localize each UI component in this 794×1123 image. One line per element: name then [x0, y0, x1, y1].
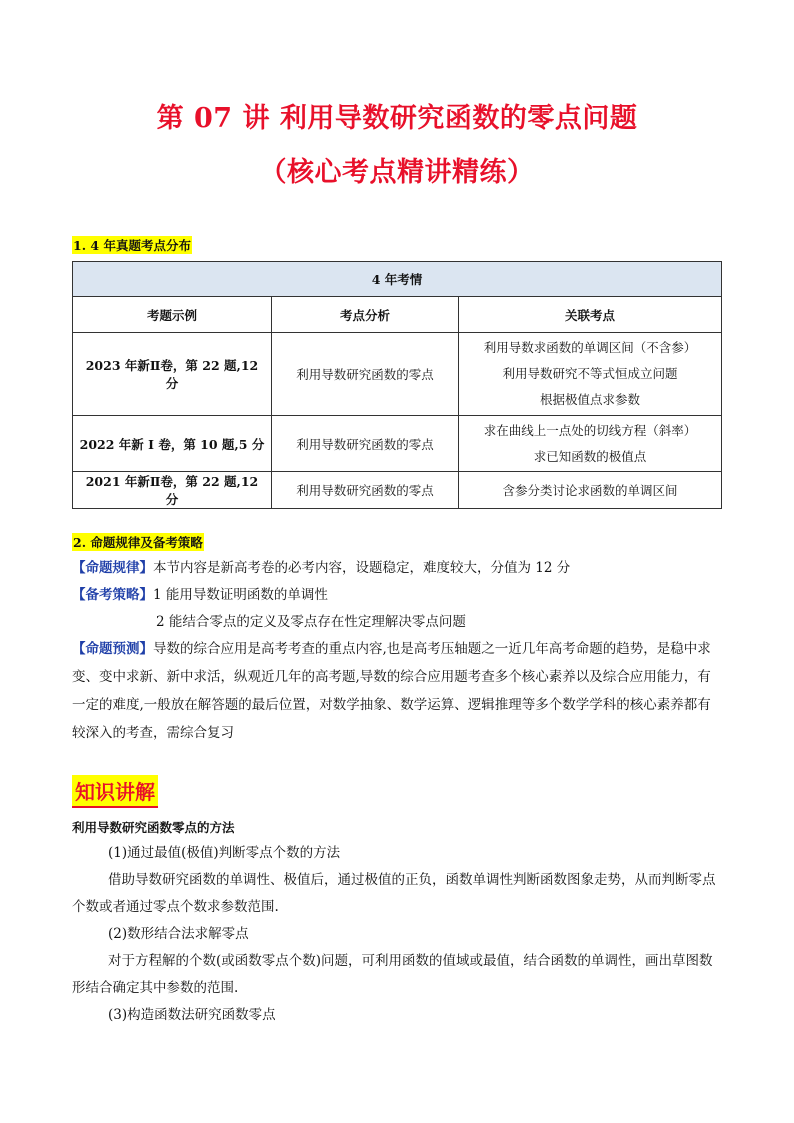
related-item: 求已知函数的极值点: [533, 448, 647, 464]
table-row: [73, 333, 722, 416]
section2-heading-text: 2. 命题规律及备考策略: [73, 535, 203, 550]
column-header: 考题示例: [73, 297, 272, 333]
strategy-tag: 【备考策略】: [72, 587, 153, 603]
cell-example: 2022 年新 I 卷，第 10 题,5 分: [73, 416, 272, 472]
cell-analysis: 利用导数研究函数的零点: [272, 333, 459, 416]
method1-title: (1)通过最值(极值)判断零点个数的方法: [108, 845, 341, 861]
predict-tag: 【命题预测】: [72, 641, 153, 657]
column-header: 关联考点: [459, 297, 722, 333]
table-caption: 4 年考情: [73, 262, 722, 297]
knowledge-subheading: 利用导数研究函数零点的方法: [72, 820, 235, 835]
cell-example: 2023 年新Ⅱ卷，第 22 题,12 分: [73, 333, 272, 416]
method1-text: 借助导数研究函数的单调性、极值后，通过极值的正负，函数单调性判断函数图象走势，从而判断零点个数或者通过零点个数求参数范围.: [72, 872, 716, 915]
method3-title: (3)构造函数法研究函数零点: [108, 1007, 276, 1023]
method2-text: 对于方程解的个数(或函数零点个数)问题，可利用函数的值域或最值，结合函数的单调性，画出草图数形结合确定其中参数的范围.: [72, 953, 713, 996]
predict-text: 导数的综合应用是高考考查的重点内容,也是高考压轴题之一近几年高考命题的趋势，是稳中求变、变中求新、新中求活，纵观近几年的高考题,导数的综合应用题考查多个核心素养以及综合应用能力，有一定的难度,一般放在解答题的最后位置，对数学抽象、数学运算、逻辑推理等多个数学学科的核心素养都有较深入的考查，需综合复习: [72, 641, 711, 741]
strategy-item-1: 1 能用导数证明函数的单调性: [153, 587, 328, 603]
knowledge-heading: 知识讲解: [72, 775, 158, 808]
rule-text: 本节内容是新高考卷的必考内容，设题稳定，难度较大，分值为 12 分: [153, 560, 571, 576]
exam-distribution-table: [72, 261, 722, 509]
cell-related: [459, 416, 722, 472]
related-item: 利用导数研究不等式恒成立问题: [502, 366, 678, 381]
column-header: 考点分析: [272, 297, 459, 333]
cell-example: 2021 年新Ⅱ卷，第 22 题,12 分: [73, 472, 272, 509]
cell-analysis: 利用导数研究函数的零点: [272, 472, 459, 509]
doc-subtitle: （核心考点精讲精练）: [259, 157, 535, 188]
cell-related: [459, 333, 722, 416]
cell-analysis: 利用导数研究函数的零点: [272, 416, 459, 472]
rule-line: [72, 558, 570, 578]
table-row: [73, 472, 722, 509]
table-row: [73, 416, 722, 472]
strategy-item-2: 2 能结合零点的定义及零点存在性定理解决零点问题: [156, 614, 466, 630]
section1-heading: [72, 235, 192, 254]
related-item: 求在曲线上一点处的切线方程（斜率）: [483, 422, 697, 438]
cell-related: 含参分类讨论求函数的单调区间: [459, 472, 722, 509]
method2-title: (2)数形结合法求解零点: [108, 926, 249, 942]
section1-heading-text: 1. 4 年真题考点分布: [73, 238, 191, 253]
section2-heading: [72, 532, 204, 551]
related-item: 根据极值点求参数: [539, 392, 640, 407]
related-item: 利用导数求函数的单调区间（不含参）: [483, 340, 697, 355]
doc-title: 第 07 讲 利用导数研究函数的零点问题: [156, 103, 638, 134]
prediction-paragraph: [72, 635, 724, 747]
rule-tag: 【命题规律】: [72, 560, 153, 576]
strategy-line: [72, 585, 328, 605]
